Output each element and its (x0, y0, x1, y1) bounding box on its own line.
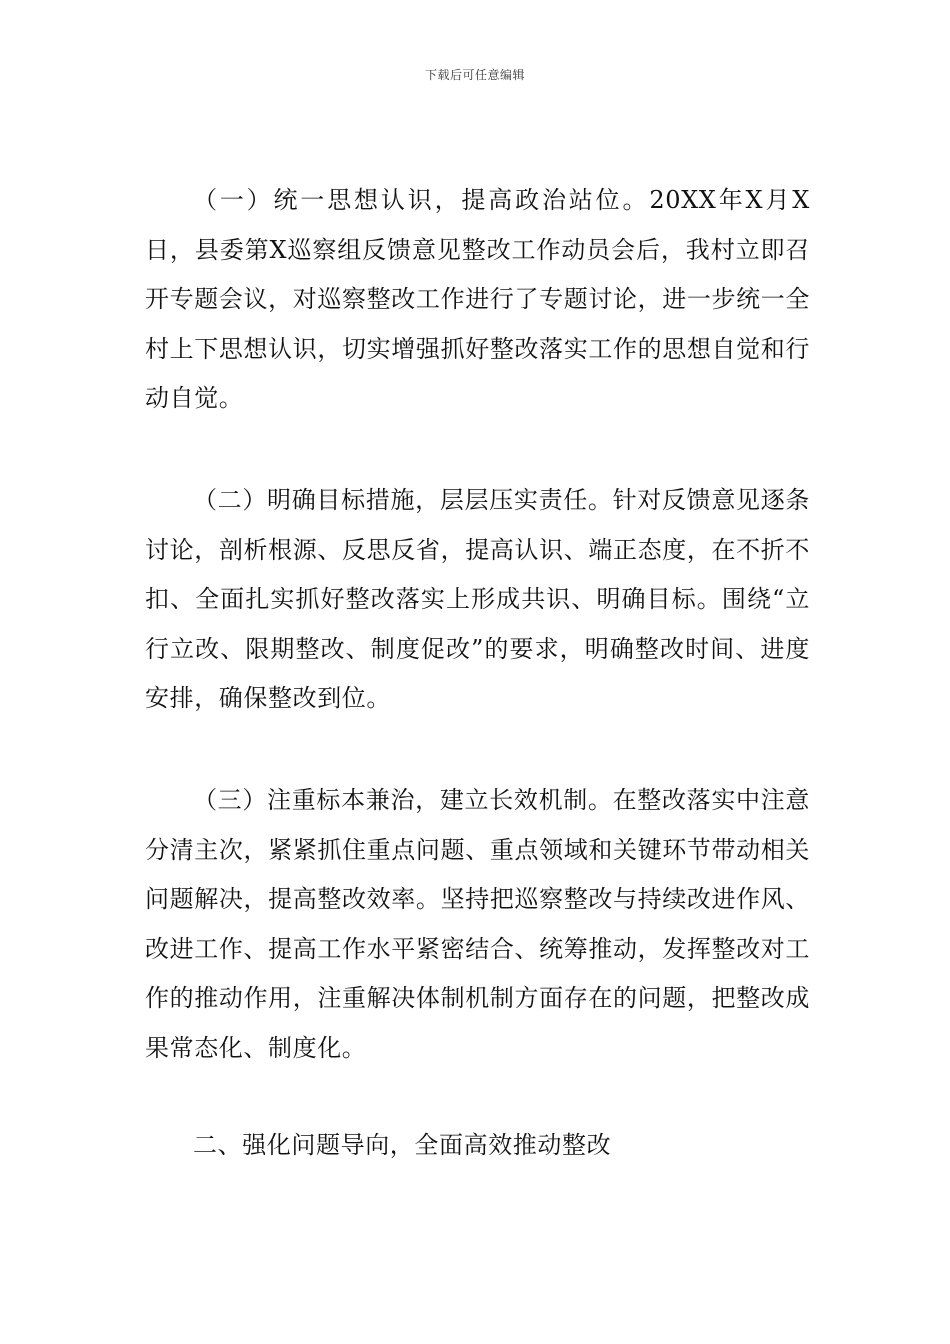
paragraph-1: （一）统一思想认识，提高政治站位。20XX年X月X日，县委第X巡察组反馈意见整改工作动员会后，我村立即召开专题会议，对巡察整改工作进行了专题讨论，进一步统一全村上下思想认识，切实增强抓好整改落实工作的思想自觉和行动自觉。 (145, 186, 810, 412)
section-heading: 二、强化问题导向，全面高效推动整改 (193, 1131, 612, 1159)
paragraph-2: （二）明确目标措施，层层压实责任。针对反馈意见逐条讨论，剖析根源、反思反省，提高认识、端正态度，在不折不扣、全面扎实抓好整改落实上形成共识、明确目标。围绕“立行立改、限期整改、制度促改”的要求，明确整改时间、进度安排，确保整改到位。 (145, 486, 810, 712)
page-header-note: 下载后可任意编辑 (424, 68, 525, 82)
paragraph-3: （三）注重标本兼治，建立长效机制。在整改落实中注意分清主次，紧紧抓住重点问题、重点领域和关键环节带动相关问题解决，提高整改效率。坚持把巡察整改与持续改进作风、改进工作、提高工作水平紧密结合、统筹推动，发挥整改对工作的推动作用，注重解决体制机制方面存在的问题，把整改成果常态化、制度化。 (145, 786, 810, 1062)
